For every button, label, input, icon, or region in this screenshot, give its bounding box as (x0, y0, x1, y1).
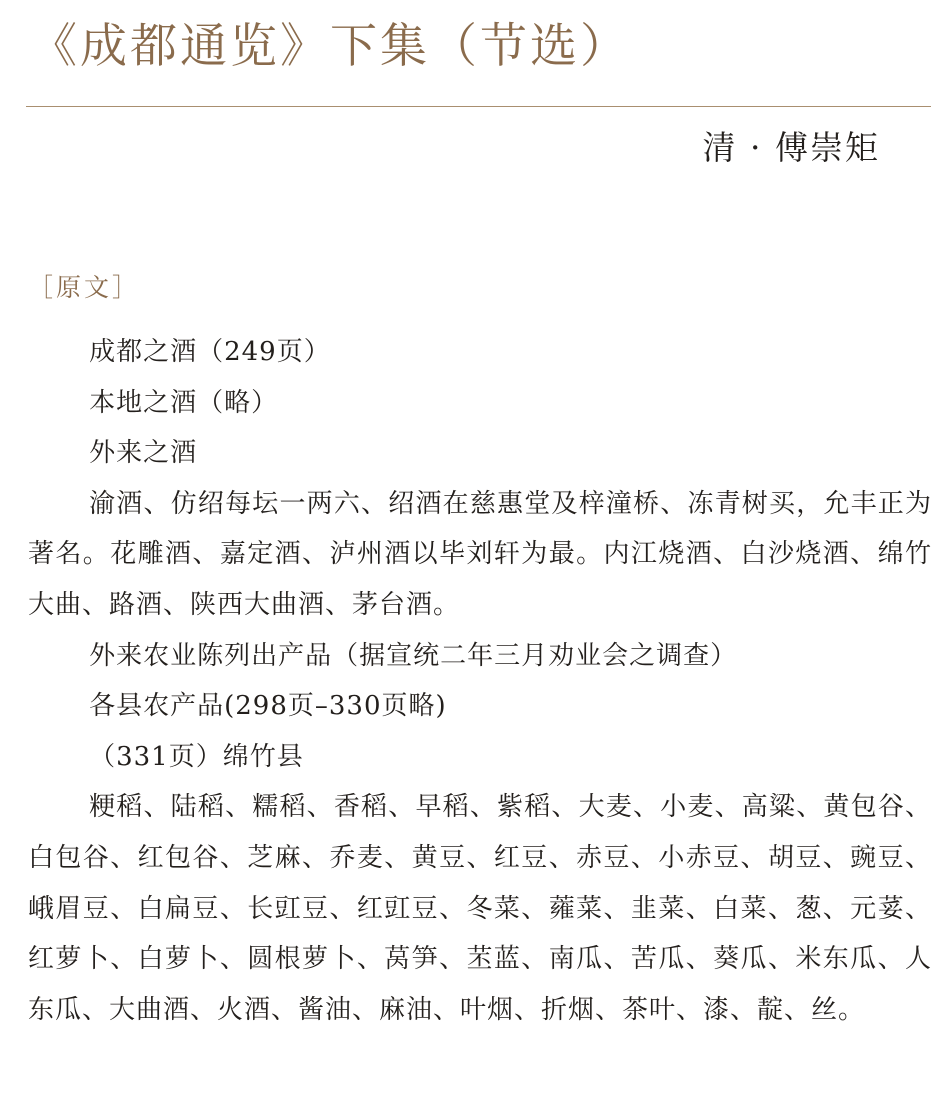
title-divider (26, 106, 931, 107)
paragraph-agri-exhibit: 外来农业陈列出产品（据宣统二年三月劝业会之调查） (89, 640, 738, 671)
paragraph-mianzhu-county: （331页）绵竹县 (89, 741, 304, 772)
paragraph-wine-list: 渝酒、仿绍每坛一两六、绍酒在慈惠堂及梓潼桥、冻青树买，允丰正为著名。花雕酒、嘉定酒、泸州酒以毕刘轩为最。内江烧酒、白沙烧酒、绵竹大曲、路酒、陕西大曲酒、茅台酒。 (28, 488, 932, 620)
paragraph-imported-wine: 外来之酒 (89, 438, 198, 469)
body-text (28, 327, 932, 1035)
page-title: 《成都通览》下集（节选） (30, 19, 630, 74)
section-label-original-text: ［原文］ (28, 273, 141, 302)
paragraph-mianzhu-products: 粳稻、陆稻、糯稻、香稻、早稻、紫稻、大麦、小麦、高粱、黄包谷、白包谷、红包谷、芝麻、乔麦、黄豆、红豆、赤豆、小赤豆、胡豆、豌豆、峨眉豆、白扁豆、长豇豆、红豇豆、冬菜、蕹菜、韭菜、白菜、葱、元荽、红萝卜、白萝卜、圆根萝卜、莴笋、苤蓝、南瓜、苦瓜、葵瓜、米东瓜、人东瓜、大曲酒、火酒、酱油、麻油、叶烟、折烟、茶叶、漆、靛、丝。 (28, 792, 932, 1025)
paragraph-chengdu-wine: 成都之酒（249页） (89, 337, 331, 367)
paragraph-local-wine: 本地之酒（略） (89, 387, 279, 418)
author-byline: 清 · 傅崇矩 (702, 128, 880, 167)
paragraph-county-products: 各县农产品(298页–330页略) (89, 691, 447, 722)
